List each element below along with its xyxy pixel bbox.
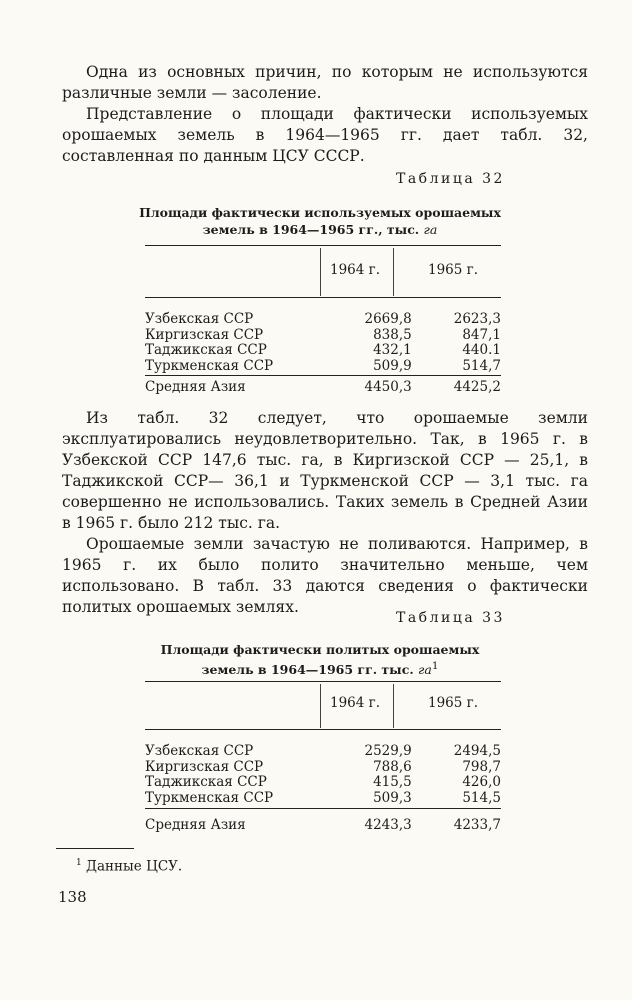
cell-1964: 415,5 [373, 774, 412, 790]
table-33-footnote-mark: 1 [431, 660, 439, 672]
table-32-header-1964: 1964 г. [330, 262, 381, 278]
cell-1965: 426,0 [462, 774, 501, 790]
table-32-total-rule [145, 375, 501, 376]
table-33-header-1965: 1965 г. [428, 695, 479, 711]
paragraph-1 [62, 62, 588, 104]
table-32-label: Таблица 32 [396, 171, 505, 187]
table-32-title-line2: земель в 1964—1965 гг., тыс. [202, 222, 420, 237]
cell-1965: 2494,5 [453, 743, 501, 759]
table-row [145, 775, 501, 791]
cell-1964: 509,9 [373, 357, 412, 374]
table-33-title-line1: Площади фактически политых орошаемых [160, 642, 480, 657]
cell-1964: 509,3 [373, 789, 412, 806]
total-1965: 4425,2 [453, 379, 501, 395]
cell-1964: 432,1 [373, 342, 412, 358]
row-name: Киргизская ССР [145, 326, 264, 343]
total-1965: 4233,7 [453, 817, 501, 833]
paragraph-4 [62, 534, 588, 618]
table-33-divider-2 [393, 684, 394, 728]
table-total-row [145, 380, 501, 396]
footnote-text: Данные ЦСУ. [86, 858, 183, 875]
table-33-title-unit: га [418, 662, 432, 678]
table-row [145, 343, 501, 359]
paragraph-3 [62, 408, 588, 534]
table-33-body [145, 744, 501, 806]
row-name: Туркменская ССР [145, 789, 274, 806]
table-row [145, 744, 501, 760]
table-row [145, 791, 501, 807]
cell-1965: 514,7 [462, 357, 501, 374]
table-33-divider-1 [320, 684, 321, 728]
table-33-title [130, 641, 510, 678]
page-number: 138 [58, 888, 87, 906]
cell-1965: 847,1 [462, 326, 501, 343]
table-33-title-line2: земель в 1964—1965 гг. тыс. [201, 662, 414, 678]
footnote-rule [56, 848, 134, 849]
cell-1964: 788,6 [373, 758, 412, 775]
table-33-top-rule [145, 681, 501, 682]
table-row [145, 328, 501, 344]
table-32-header-rule [145, 297, 501, 298]
table-32-divider-2 [393, 248, 394, 296]
paragraph-2-text: Представление о площади фактически используемых орошаемых земель в 1964—1965 гг. дает табл. 32, составленная по данным ЦСУ СССР. [62, 105, 588, 165]
row-name: Таджикская ССР [145, 774, 267, 790]
table-32-body [145, 312, 501, 374]
table-32-title [130, 204, 510, 238]
table-row [145, 760, 501, 776]
footnote-mark: 1 [76, 858, 82, 868]
table-32-total [145, 380, 501, 396]
row-name: Туркменская ССР [145, 357, 274, 374]
table-32-top-rule [145, 245, 501, 246]
paragraph-3-text: Из табл. 32 следует, что орошаемые земли эксплуатировались неудовлетворительно. Так, в 1965 г. в Узбекской ССР 147,6 тыс. га, в Киргизской ССР — 25,1, в Таджикской ССР— 36,1 и Туркменской ССР — 3,1 тыс. га совершенно не использовались. Таких земель в Средней Азии в 1965 г. было 212 тыс. га. [62, 409, 588, 532]
table-33-header-rule [145, 729, 501, 730]
total-name: Средняя Азия [145, 817, 246, 833]
table-33-total-rule [145, 808, 501, 809]
table-32-title-unit: га [423, 222, 438, 237]
row-name: Киргизская ССР [145, 758, 264, 775]
paragraph-4-text: Орошаемые земли зачастую не поливаются. Например, в 1965 г. их было полито значительно меньше, чем использовано. В табл. 33 даются сведения о фактически политых орошаемых землях. [62, 535, 588, 616]
total-name: Средняя Азия [145, 379, 246, 395]
table-32-divider-1 [320, 248, 321, 296]
footnote [76, 858, 182, 875]
table-33-total [145, 818, 501, 834]
total-1964: 4450,3 [364, 379, 412, 395]
cell-1964: 2529,9 [364, 743, 412, 759]
table-33-header-1964: 1964 г. [330, 695, 381, 711]
cell-1964: 838,5 [373, 326, 412, 343]
table-33-label: Таблица 33 [396, 610, 505, 626]
total-1964: 4243,3 [364, 817, 412, 833]
table-32-title-line1: Площади фактически используемых орошаемых [139, 205, 501, 220]
table-row [145, 312, 501, 328]
cell-1965: 514,5 [462, 789, 501, 806]
row-name: Таджикская ССР [145, 342, 267, 358]
cell-1964: 2669,8 [364, 311, 412, 327]
row-name: Узбекская ССР [145, 743, 254, 759]
cell-1965: 440.1 [462, 342, 501, 358]
cell-1965: 2623,3 [453, 311, 501, 327]
table-32-header-1965: 1965 г. [428, 262, 479, 278]
table-total-row [145, 818, 501, 834]
paragraph-1-text: Одна из основных причин, по которым не используются различные земли — засоление. [62, 63, 588, 102]
row-name: Узбекская ССР [145, 311, 254, 327]
paragraph-2 [62, 104, 588, 167]
cell-1965: 798,7 [462, 758, 501, 775]
table-row [145, 359, 501, 375]
